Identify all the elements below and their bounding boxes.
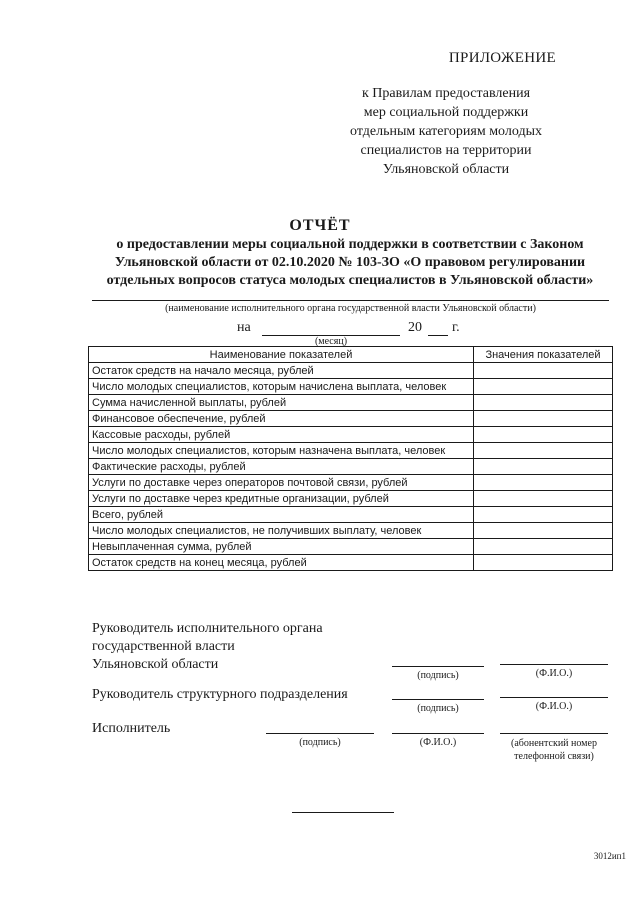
org-caption: (наименование исполнительного органа государственной власти Ульяновской области)	[165, 303, 536, 314]
executor-phone-caption	[500, 737, 608, 763]
value-cell[interactable]	[474, 491, 613, 507]
row-label: Фактические расходы, рублей	[89, 459, 474, 475]
closing-rule	[292, 812, 394, 813]
row-label: Всего, рублей	[89, 507, 474, 523]
rules-line: отдельным категориям молодых	[350, 124, 542, 139]
table-row	[89, 459, 613, 475]
column-header-indicator: Наименование показателей	[89, 347, 474, 363]
value-cell[interactable]	[474, 411, 613, 427]
subtitle-line: отдельных вопросов статуса молодых специалистов в Ульяновской области»	[106, 273, 594, 288]
rules-line: к Правилам предоставления	[361, 86, 531, 101]
row-label: Кассовые расходы, рублей	[89, 427, 474, 443]
year-field-line[interactable]	[428, 335, 448, 336]
value-cell[interactable]	[474, 459, 613, 475]
value-cell[interactable]	[474, 507, 613, 523]
period-year: 20	[408, 320, 422, 335]
period-prefix: на	[237, 320, 251, 335]
table-row	[89, 427, 613, 443]
indicators-table	[88, 346, 613, 571]
row-label: Финансовое обеспечение, рублей	[89, 411, 474, 427]
value-cell[interactable]	[474, 363, 613, 379]
head-signatory	[92, 620, 323, 674]
executor-signature-caption: (подпись)	[299, 737, 341, 748]
row-label: Остаток средств на конец месяца, рублей	[89, 555, 474, 571]
table-row	[89, 523, 613, 539]
head-fio-caption: (Ф.И.О.)	[535, 668, 573, 679]
row-label: Услуги по доставке через операторов почтовой связи, рублей	[89, 475, 474, 491]
value-cell[interactable]	[474, 475, 613, 491]
table-row	[89, 555, 613, 571]
executor-phone-line[interactable]	[500, 733, 608, 734]
head-signature-line[interactable]	[392, 666, 484, 667]
value-cell[interactable]	[474, 539, 613, 555]
month-caption: (месяц)	[314, 336, 348, 347]
report-title: ОТЧЁТ	[289, 217, 351, 234]
table-row	[89, 443, 613, 459]
row-label: Число молодых специалистов, которым начислена выплата, человек	[89, 379, 474, 395]
structural-signatory: Руководитель структурного подразделения	[92, 687, 348, 702]
structural-signature-line[interactable]	[392, 699, 484, 700]
executor-fio-line[interactable]	[392, 733, 484, 734]
column-header-values: Значения показателей	[474, 347, 613, 363]
value-cell[interactable]	[474, 555, 613, 571]
rules-line: Ульяновской области	[382, 162, 510, 177]
executor-signature-line[interactable]	[266, 733, 374, 734]
table-header-row	[89, 347, 613, 363]
rules-line: мер социальной поддержки	[363, 105, 529, 120]
table-row	[89, 491, 613, 507]
row-label: Услуги по доставке через кредитные организации, рублей	[89, 491, 474, 507]
structural-signature-caption: (подпись)	[417, 703, 459, 714]
table-row	[89, 539, 613, 555]
head-fio-line[interactable]	[500, 664, 608, 665]
phone-caption-line: (абонентский номер	[511, 738, 597, 749]
table-row	[89, 379, 613, 395]
table-row	[89, 507, 613, 523]
value-cell[interactable]	[474, 379, 613, 395]
appendix-label: ПРИЛОЖЕНИЕ	[448, 50, 556, 66]
subtitle-line: Ульяновской области от 02.10.2020 № 103-ЗО «О правовом регулировании	[114, 255, 586, 270]
row-label: Сумма начисленной выплаты, рублей	[89, 395, 474, 411]
value-cell[interactable]	[474, 395, 613, 411]
head-line: государственной власти	[92, 639, 235, 654]
row-label: Число молодых специалистов, не получивших выплату, человек	[89, 523, 474, 539]
document-code: 3012ип1	[593, 851, 626, 861]
table-row	[89, 411, 613, 427]
row-label: Остаток средств на начало месяца, рублей	[89, 363, 474, 379]
value-cell[interactable]	[474, 523, 613, 539]
value-cell[interactable]	[474, 427, 613, 443]
rules-line: специалистов на территории	[360, 143, 532, 158]
head-line: Руководитель исполнительного органа	[92, 621, 323, 636]
table-row	[89, 363, 613, 379]
subtitle-line: о предоставлении меры социальной поддержки в соответствии с Законом	[116, 237, 584, 252]
structural-fio-line[interactable]	[500, 697, 608, 698]
report-subtitle	[80, 236, 620, 290]
org-name-line[interactable]	[92, 300, 609, 301]
row-label: Невыплаченная сумма, рублей	[89, 539, 474, 555]
head-signature-caption: (подпись)	[417, 670, 459, 681]
row-label: Число молодых специалистов, которым назначена выплата, человек	[89, 443, 474, 459]
structural-fio-caption: (Ф.И.О.)	[535, 701, 573, 712]
rules-reference	[316, 84, 576, 179]
table-row	[89, 475, 613, 491]
phone-caption-line: телефонной связи)	[514, 751, 594, 762]
executor-signatory: Исполнитель	[92, 721, 171, 736]
head-line: Ульяновской области	[92, 657, 219, 672]
period-suffix: г.	[452, 320, 460, 335]
executor-fio-caption: (Ф.И.О.)	[419, 737, 457, 748]
table-row	[89, 395, 613, 411]
value-cell[interactable]	[474, 443, 613, 459]
